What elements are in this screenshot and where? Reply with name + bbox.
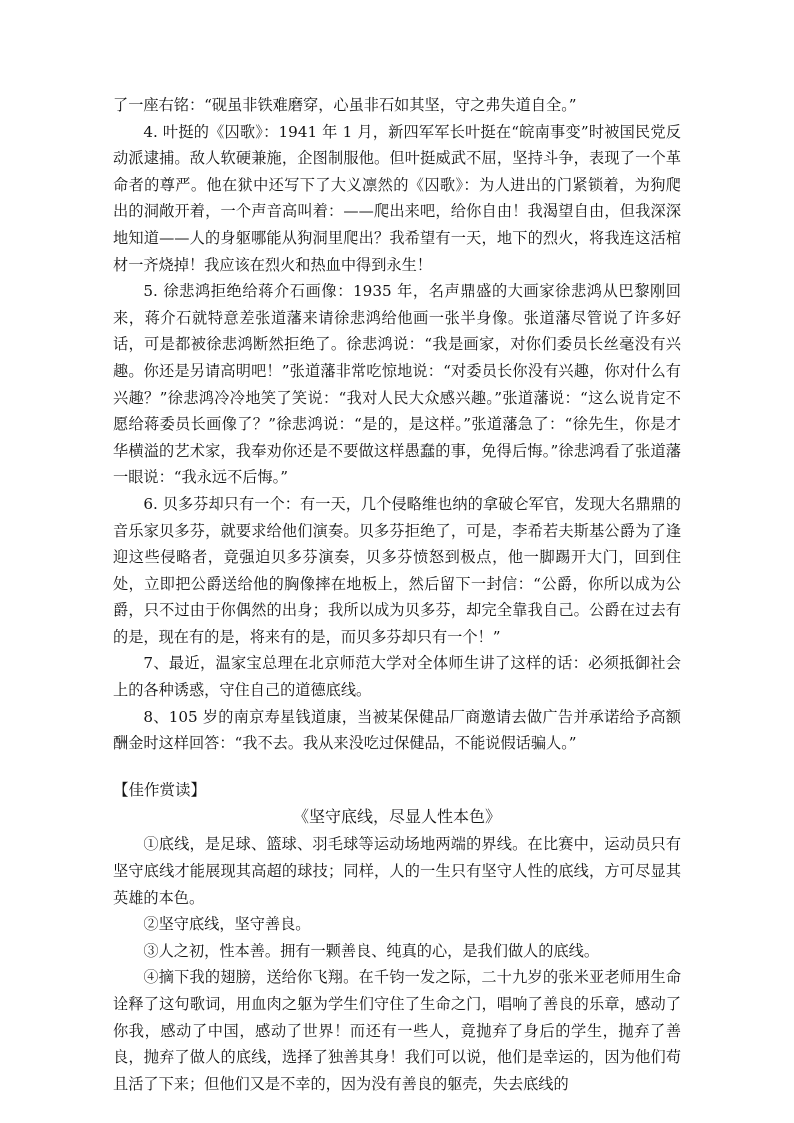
article-paragraph: ③人之初，性本善。拥有一颗善良、纯真的心，是我们做人的底线。 xyxy=(143,941,600,960)
article-paragraph: ①底线，是足球、篮球、羽毛球等运动场地两端的界线。在比赛中，运动员只有坚守底线才能展现其高超的球技；同样，人的一生只有坚守人性的底线，方可尽显其英雄的本色。 xyxy=(113,835,681,907)
list-item: 4. 叶挺的《囚歌》：1941 年 1 月，新四军军长叶挺在“皖南事变”时被国民党反动派逮捕。敌人软硬兼施，企图制服他。但叶挺威武不屈，坚持斗争，表现了一个革命者的尊严。他在狱中还写下了大义凛然的《囚歌》：为人进出的门紧锁着，为狗爬出的洞敞开着，一个声音高叫着：——爬出来吧，给你自由！我渴望自由，但我深深地知道——人的身躯哪能从狗洞里爬出？我希望有一天，地下的烈火，将我连这活棺材一齐烧掉！我应该在烈火和热血中得到永生！ xyxy=(113,122,681,274)
article-paragraph: ②坚守底线，坚守善良。 xyxy=(143,915,311,934)
list-item: 8、105 岁的南京寿星钱道康，当被某保健品厂商邀请去做广告并承诺给予高额酬金时这样回答：“我不去。我从来没吃过保健品，不能说假话骗人。” xyxy=(113,707,681,753)
section-spacer xyxy=(113,757,681,777)
list-item: 5. 徐悲鸿拒绝给蒋介石画像：1935 年，名声鼎盛的大画家徐悲鸿从巴黎刚回来，蒋介石就特意差张道藩来请徐悲鸿给他画一张半身像。张道藩尽管说了许多好话，可是都被徐悲鸿断然拒绝了。徐悲鸿说：“我是画家，对你们委员长丝毫没有兴趣。你还是另请高明吧！”张道藩非常吃惊地说：“对委员长你没有兴趣，你对什么有兴趣？”徐悲鸿冷冷地笑了笑说：“我对人民大众感兴趣。”张道藩说：“这么说肯定不愿给蒋委员长画像了？”徐悲鸿说：“是的，是这样。”张道藩急了：“徐先生，你是才华横溢的艺术家，我奉劝你还是不要做这样愚蠢的事，免得后悔。”徐悲鸿看了张道藩一眼说：“我永远不后悔。” xyxy=(113,282,681,487)
article-paragraph: ④摘下我的翅膀，送给你飞翔。在千钧一发之际，二十九岁的张米亚老师用生命诠释了这句歌词，用血肉之躯为学生们守住了生命之门，唱响了善良的乐章，感动了你我，感动了中国，感动了世界！而还有一些人，竟抛弃了身后的学生，抛弃了善良，抛弃了做人的底线，选择了独善其身！我们可以说，他们是幸运的，因为他们苟且活了下来；但他们又是不幸的，因为没有善良的躯壳，失去底线的 xyxy=(113,968,681,1093)
document-page xyxy=(113,92,681,1097)
top-fragment: 了一座右铭：“砚虽非铁难磨穿，心虽非石如其坚，守之弗失道自全。” xyxy=(113,96,577,114)
list-item: 6. 贝多芬却只有一个：有一天，几个侵略维也纳的拿破仑军官，发现大名鼎鼎的音乐家贝多芬，就要求给他们演奏。贝多芬拒绝了，可是，李希若夫斯基公爵为了逢迎这些侵略者，竟强迫贝多芬演奏，贝多芬愤怒到极点，他一脚踢开大门，回到住处，立即把公爵送给他的胸像摔在地板上，然后留下一封信：“公爵，你所以成为公爵，只不过由于你偶然的出身；我所以成为贝多芬，却完全靠我自己。公爵在过去有的是，现在有的是，将来有的是，而贝多芬却只有一个！” xyxy=(113,494,681,646)
section-heading: 【佳作赏读】 xyxy=(113,780,207,799)
article-title: 《坚守底线，尽显人性本色》 xyxy=(292,807,501,827)
list-item: 7、最近，温家宝总理在北京师范大学对全体师生讲了这样的话：必须抵御社会上的各种诱惑，守住自己的道德底线。 xyxy=(113,654,681,700)
